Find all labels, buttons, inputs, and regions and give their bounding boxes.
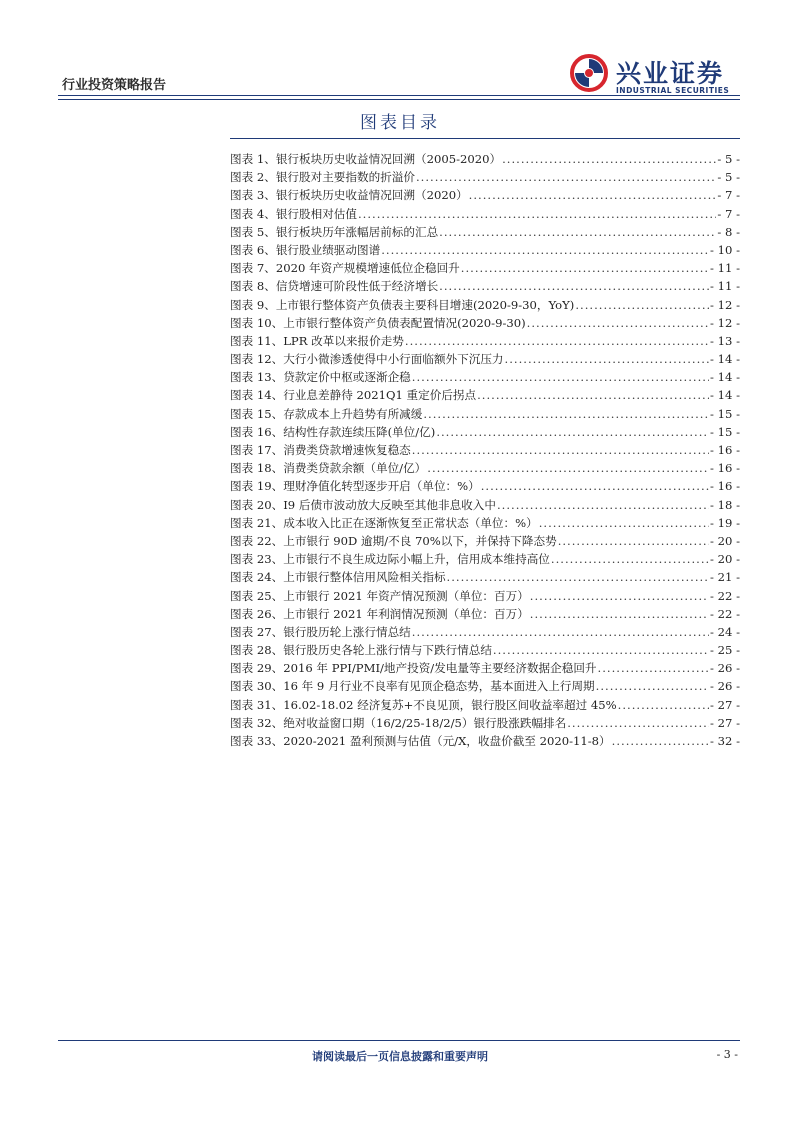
toc-leader-dots (575, 296, 709, 314)
toc-entry-label: 图表 5、银行板块历年涨幅居前标的汇总 (230, 224, 439, 239)
toc-entry-page: - 21 - (710, 570, 740, 585)
toc-leader-dots (558, 532, 709, 550)
toc-entry[interactable] (230, 259, 740, 277)
company-logo (570, 54, 750, 98)
toc-leader-dots (530, 587, 709, 605)
toc-entry[interactable] (230, 223, 740, 241)
toc-entry-page: - 16 - (710, 443, 740, 457)
toc-entry-label: 图表 6、银行股业绩驱动图谱 (230, 242, 381, 257)
toc-leader-dots (423, 405, 709, 423)
toc-entry-label: 图表 2、银行股对主要指数的折溢价 (230, 170, 415, 185)
toc-entry-label: 图表 15、存款成本上升趋势有所减缓 (230, 406, 423, 421)
toc-leader-dots (527, 314, 709, 332)
toc-entry-label: 图表 18、消费类贷款余额（单位/亿） (230, 461, 427, 476)
toc-entry-page: - 27 - (710, 697, 740, 712)
toc-entry[interactable] (230, 332, 740, 350)
toc-entry-page: - 25 - (710, 643, 740, 658)
toc-leader-dots (412, 441, 709, 459)
toc-entry-label: 图表 33、2020-2021 盈利预测与估值（元/X，收盘价截至 2020-11-8） (230, 734, 611, 748)
toc-entry[interactable] (230, 696, 740, 714)
toc-leader-dots (598, 659, 710, 677)
toc-leader-dots (477, 386, 709, 404)
toc-entry[interactable] (230, 714, 740, 732)
toc-entry[interactable] (230, 732, 740, 750)
toc-entry[interactable] (230, 205, 740, 223)
toc-entry-label: 图表 10、上市银行整体资产负债表配置情况(2020-9-30) (230, 315, 526, 330)
toc-entry-page: - 14 - (710, 352, 740, 367)
toc-entry[interactable] (230, 496, 740, 514)
toc-entry[interactable] (230, 605, 740, 623)
toc-leader-dots (447, 568, 709, 586)
toc-leader-dots (481, 477, 709, 495)
toc-leader-dots (461, 259, 709, 277)
toc-entry-label: 图表 3、银行板块历史收益情况回溯（2020） (230, 188, 468, 203)
toc-leader-dots (412, 368, 709, 386)
toc-entry[interactable] (230, 550, 740, 568)
toc-title-rule (230, 138, 740, 139)
toc-leader-dots (539, 514, 709, 532)
report-type-label: 行业投资策略报告 (62, 78, 167, 93)
toc-entry[interactable] (230, 514, 740, 532)
toc-entry[interactable] (230, 568, 740, 586)
toc-entry-page: - 22 - (710, 606, 740, 621)
toc-leader-dots (427, 459, 709, 477)
toc-entry[interactable] (230, 168, 740, 186)
toc-entry-page: - 11 - (710, 279, 740, 294)
toc-entry-label: 图表 12、大行小微渗透使得中小行面临额外下沉压力 (230, 352, 504, 367)
toc-entry-label: 图表 25、上市银行 2021 年资产情况预测（单位：百万） (230, 588, 529, 603)
logo-mark-icon (570, 54, 608, 92)
toc-leader-dots (405, 332, 709, 350)
toc-entry-page: - 15 - (710, 424, 740, 439)
toc-entry[interactable] (230, 441, 740, 459)
toc-entry-label: 图表 30、16 年 9 月行业不良率有见顶企稳态势，基本面进入上行周期 (230, 679, 595, 694)
toc-entry-label: 图表 17、消费类贷款增速恢复稳态 (230, 443, 411, 457)
toc-entry-page: - 26 - (710, 661, 740, 676)
toc-leader-dots (381, 241, 709, 259)
toc-entry-page: - 16 - (710, 479, 740, 494)
toc-entry-label: 图表 14、行业息差静待 2021Q1 重定价后拐点 (230, 388, 477, 403)
toc-entry[interactable] (230, 368, 740, 386)
toc-entry-page: - 27 - (710, 715, 740, 730)
toc-leader-dots (497, 496, 709, 514)
footer-page-number: - 3 - (716, 1048, 738, 1061)
toc-entry-page: - 16 - (710, 461, 740, 476)
toc-entry-label: 图表 29、2016 年 PPI/PMI/地产投资/发电量等主要经济数据企稳回升 (230, 661, 597, 676)
toc-entry[interactable] (230, 641, 740, 659)
toc-leader-dots (412, 623, 709, 641)
toc-entry-label: 图表 31、16.02-18.02 经济复苏+不良见顶，银行股区间收益率超过 45% (230, 697, 617, 712)
toc-leader-dots (439, 223, 716, 241)
toc-entry-page: - 26 - (710, 679, 740, 694)
toc-entry[interactable] (230, 623, 740, 641)
toc-entry[interactable] (230, 314, 740, 332)
toc-entry-label: 图表 27、银行股历轮上涨行情总结 (230, 624, 411, 639)
toc-entry-page: - 24 - (710, 624, 740, 639)
toc-entry-page: - 32 - (710, 734, 740, 748)
toc-entry-page: - 22 - (710, 588, 740, 603)
toc-entry-page: - 12 - (710, 297, 740, 312)
toc-entry[interactable] (230, 241, 740, 259)
toc-entry-page: - 7 - (717, 188, 740, 203)
toc-leader-dots (551, 550, 709, 568)
toc-leader-dots (358, 205, 716, 223)
toc-list (230, 150, 740, 750)
toc-leader-dots (416, 168, 716, 186)
toc-entry[interactable] (230, 423, 740, 441)
toc-entry[interactable] (230, 459, 740, 477)
toc-entry-label: 图表 1、银行板块历史收益情况回溯（2005-2020） (230, 152, 502, 166)
toc-entry-label: 图表 19、理财净值化转型逐步开启（单位：%） (230, 479, 480, 494)
toc-entry[interactable] (230, 150, 740, 168)
toc-entry[interactable] (230, 532, 740, 550)
toc-leader-dots (493, 641, 709, 659)
toc-entry-label: 图表 13、贷款定价中枢或逐渐企稳 (230, 370, 411, 385)
toc-entry-page: - 14 - (710, 388, 740, 403)
toc-entry-label: 图表 8、信贷增速可阶段性低于经济增长 (230, 279, 439, 294)
footer-disclaimer: 请阅读最后一页信息披露和重要声明 (312, 1050, 488, 1063)
toc-entry[interactable] (230, 386, 740, 404)
toc-leader-dots (436, 423, 709, 441)
toc-entry-label: 图表 7、2020 年资产规模增速低位企稳回升 (230, 261, 460, 276)
toc-entry-label: 图表 4、银行股相对估值 (230, 206, 357, 221)
toc-entry-page: - 19 - (710, 515, 740, 530)
toc-leader-dots (618, 696, 709, 714)
toc-entry[interactable] (230, 350, 740, 368)
toc-entry-page: - 7 - (717, 206, 740, 221)
toc-entry-page: - 20 - (710, 533, 740, 548)
toc-entry-label: 图表 26、上市银行 2021 年利润情况预测（单位：百万） (230, 606, 529, 621)
header-rule (58, 95, 740, 96)
toc-entry-label: 图表 9、上市银行整体资产负债表主要科目增速(2020-9-30，YoY) (230, 297, 575, 312)
toc-leader-dots (469, 186, 717, 204)
toc-title: 图表目录 (360, 113, 440, 133)
toc-leader-dots (502, 150, 716, 168)
toc-entry[interactable] (230, 277, 740, 295)
toc-entry[interactable] (230, 477, 740, 495)
toc-entry-page: - 14 - (710, 370, 740, 385)
toc-entry-page: - 8 - (717, 224, 740, 239)
logo-english-name: INDUSTRIAL SECURITIES (616, 86, 730, 95)
toc-entry[interactable] (230, 587, 740, 605)
logo-chinese-name: 兴业证券 (616, 59, 725, 88)
toc-entry-label: 图表 23、上市银行不良生成边际小幅上升，信用成本维持高位 (230, 552, 550, 567)
toc-entry-page: - 10 - (710, 242, 740, 257)
toc-entry-label: 图表 32、绝对收益窗口期（16/2/25-18/2/5）银行股涨跌幅排名 (230, 715, 567, 730)
toc-leader-dots (530, 605, 709, 623)
toc-entry-page: - 18 - (710, 497, 740, 512)
toc-entry-page: - 15 - (710, 406, 740, 421)
toc-leader-dots (567, 714, 709, 732)
toc-entry-label: 图表 21、成本收入比正在逐渐恢复至正常状态（单位：%） (230, 515, 538, 530)
toc-entry[interactable] (230, 659, 740, 677)
toc-leader-dots (439, 277, 709, 295)
toc-entry[interactable] (230, 296, 740, 314)
toc-entry-page: - 12 - (710, 315, 740, 330)
toc-entry-page: - 20 - (710, 552, 740, 567)
toc-entry-label: 图表 11、LPR 改革以来报价走势 (230, 333, 404, 348)
toc-entry-label: 图表 24、上市银行整体信用风险相关指标 (230, 570, 446, 585)
toc-leader-dots (612, 732, 709, 750)
toc-entry-label: 图表 16、结构性存款连续压降(单位/亿) (230, 424, 436, 439)
toc-entry-page: - 5 - (717, 152, 740, 166)
toc-entry-label: 图表 28、银行股历史各轮上涨行情与下跌行情总结 (230, 643, 492, 658)
toc-entry[interactable] (230, 405, 740, 423)
header-rule-thin (58, 99, 740, 100)
toc-entry-page: - 13 - (710, 333, 740, 348)
toc-leader-dots (505, 350, 710, 368)
toc-leader-dots (596, 677, 709, 695)
toc-entry-label: 图表 22、上市银行 90D 逾期/不良 70%以下，并保持下降态势 (230, 533, 557, 548)
toc-entry[interactable] (230, 677, 740, 695)
footer-rule (58, 1040, 740, 1041)
toc-entry[interactable] (230, 186, 740, 204)
toc-entry-label: 图表 20、I9 后债市波动放大反映至其他非息收入中 (230, 497, 496, 512)
toc-entry-page: - 5 - (717, 170, 740, 185)
toc-entry-page: - 11 - (710, 261, 740, 276)
